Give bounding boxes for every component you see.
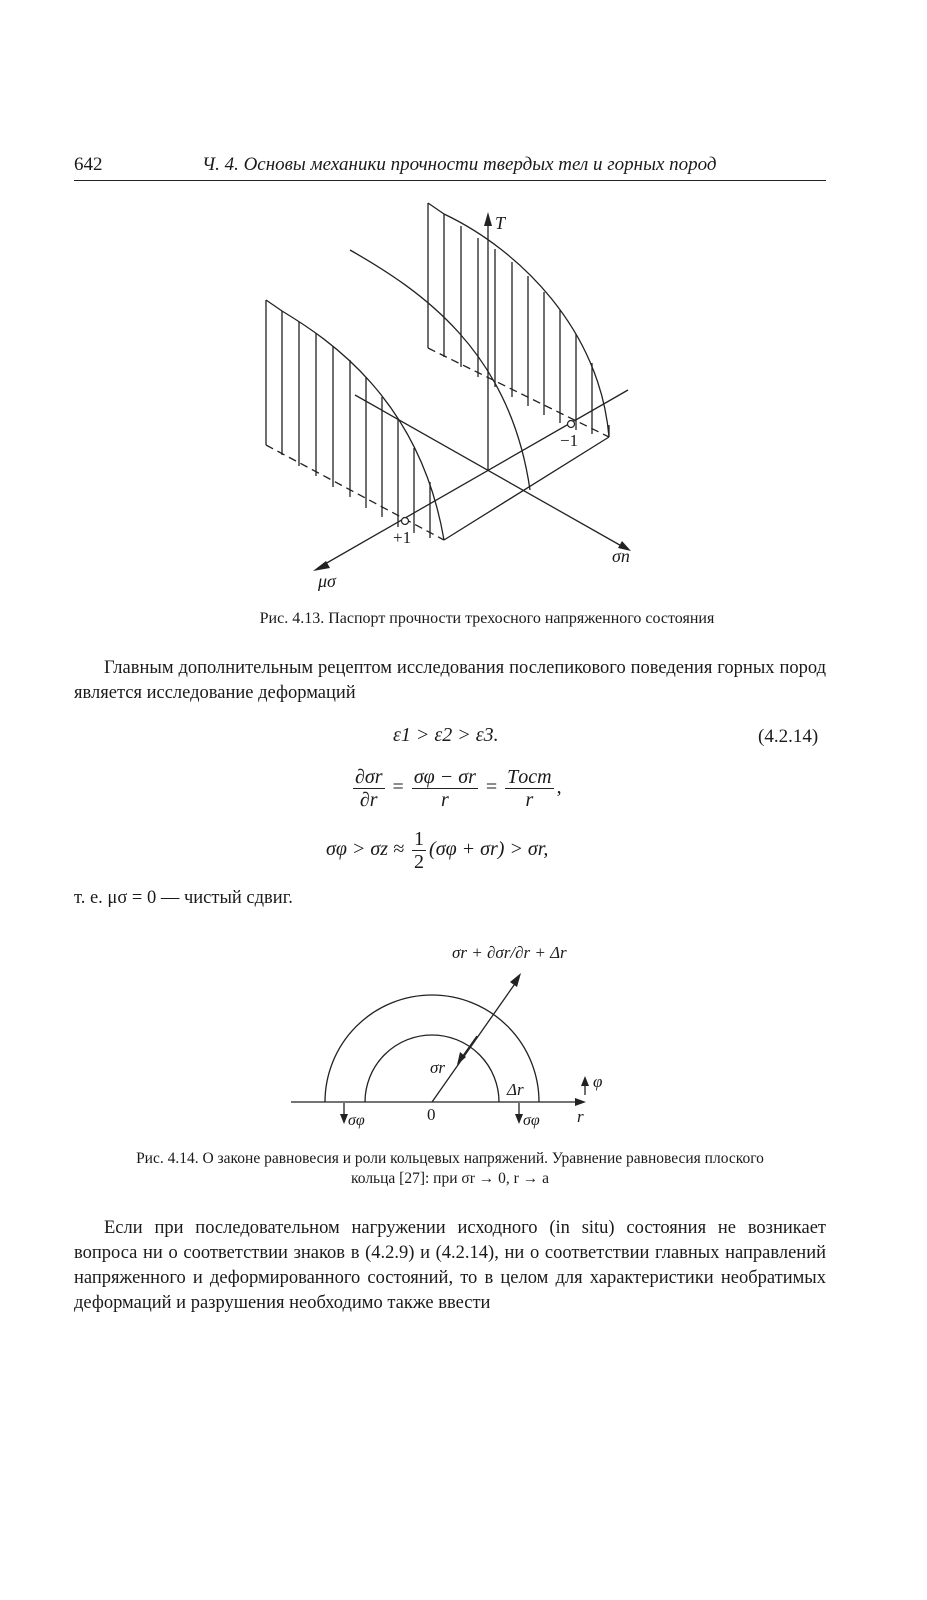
fig13-label-mu-sigma: μσ (318, 571, 336, 591)
figure-4-14-caption-line-1: Рис. 4.14. О законе равновесия и роли кольцевых напряжений. Уравнение равновесия плоского (136, 1150, 764, 1167)
fig14-label-r: r (577, 1107, 584, 1126)
pure-shear-line: т. е. μσ = 0 — чистый сдвиг. (74, 888, 293, 908)
figure-4-13-caption: Рис. 4.13. Паспорт прочности трехосного напряженного состояния (259, 610, 715, 627)
figure-4-14 (285, 928, 615, 1138)
paragraph-2 (74, 1216, 826, 1316)
equation-equilibrium: $\frac{\partial\sigma r}{\partial r}$ = $\frac{\sigma\varphi - \sigma r}{r}$ = $\frac{\text{Tост}}{r}$ , (355, 766, 562, 811)
inequality-left: σφ > σz ≈ (326, 838, 405, 861)
paragraph-1 (74, 656, 826, 706)
equation-number-4-2-14: (4.2.14) (758, 726, 819, 747)
fraction-numerator: ∂σr (355, 766, 383, 788)
fig14-label-sigma-phi-left: σφ (348, 1112, 365, 1129)
fraction-sigma-difference (412, 766, 478, 811)
fraction-denominator: r (440, 789, 449, 811)
inequality-right: (σφ + σr) > σr, (429, 838, 549, 861)
fraction-numerator: σφ − σr (413, 766, 476, 788)
figure-4-13 (250, 195, 650, 595)
fig14-label-sigma-r: σr (430, 1058, 445, 1077)
fig14-label-phi: φ (593, 1072, 603, 1091)
paragraph-2-text: Если при последовательном нагружении исходного (in situ) состояния не возникает вопроса ни о соответствии знаков в (4.2.9) и (4.2.14), ни о соответствии главных направлений напряженного и деформированного состояний, то в целом для характеристики необратимых деформаций и разрушения необходимо также ввести (74, 1218, 826, 1313)
fraction-denominator: r (525, 789, 534, 811)
fraction-one-half (412, 828, 426, 873)
fraction-dsigma-dr (353, 766, 385, 811)
paragraph-1-text: Главным дополнительным рецептом исследования послепикового поведения горных пород является исследование деформаций (74, 658, 826, 703)
fraction-denominator: ∂r (359, 789, 378, 811)
fig13-label-T: T (495, 213, 506, 233)
fraction-denominator: 2 (414, 851, 425, 873)
fig13-label-plus-one: +1 (393, 528, 412, 547)
page-header (74, 152, 826, 181)
fig14-label-sigma-phi-right: σφ (523, 1112, 540, 1129)
page-number: 642 (74, 154, 103, 175)
fig14-label-top: σr + ∂σr/∂r + Δr (452, 943, 567, 962)
running-head: Ч. 4. Основы механики прочности твердых тел и горных пород (202, 154, 717, 175)
fraction-numerator: Tост (507, 766, 552, 788)
fig14-label-delta-r: Δr (507, 1080, 524, 1099)
fig13-label-minus-one: −1 (560, 431, 579, 450)
equation-inequality (326, 828, 548, 873)
equation-4-2-14: ε1 > ε2 > ε3. (393, 724, 499, 746)
fig13-label-sigma-n: σn (612, 546, 630, 566)
fig14-label-zero: 0 (427, 1105, 436, 1124)
figure-4-14-caption-line-2: кольца [27]: при σr → 0, r → a (351, 1170, 549, 1187)
fraction-numerator: 1 (414, 828, 425, 850)
fraction-t-ost (505, 766, 553, 811)
